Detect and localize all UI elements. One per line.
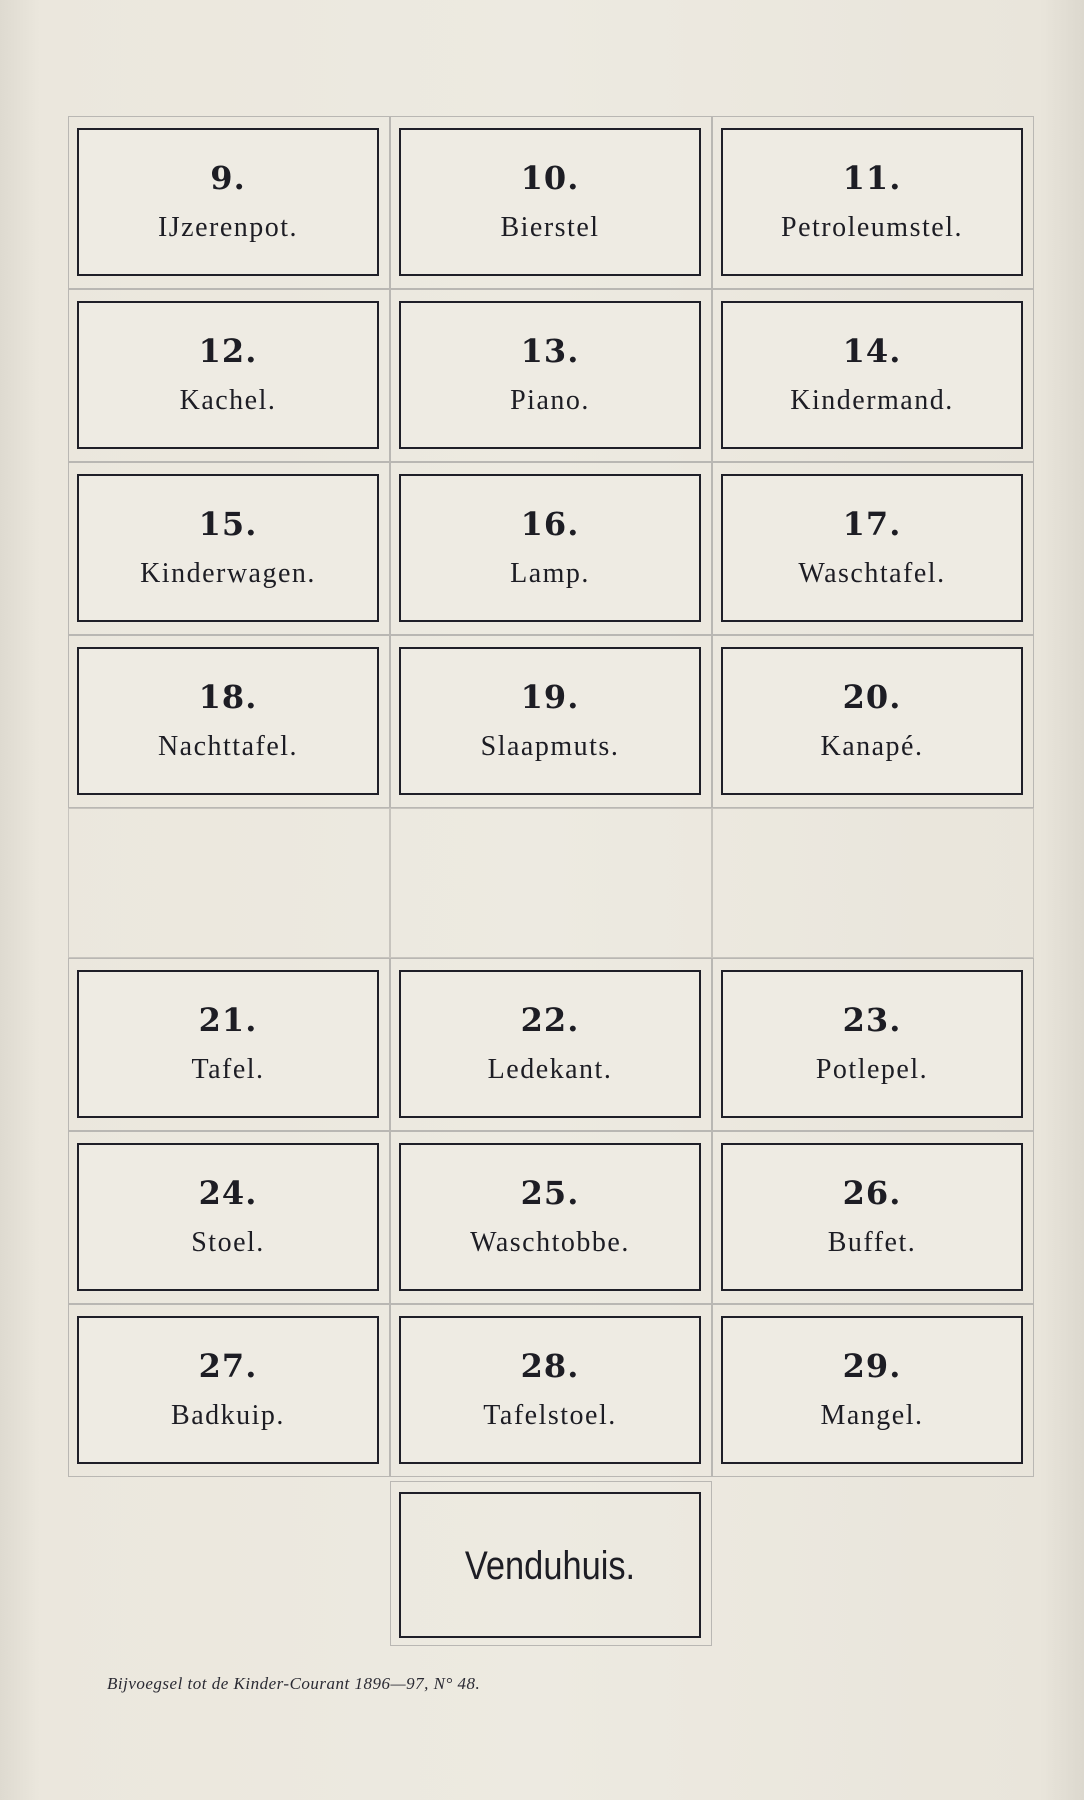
card-23 — [721, 970, 1023, 1118]
card-cell-26 — [712, 1131, 1034, 1304]
card-number: 18. — [198, 678, 258, 716]
card-label: Buffet. — [827, 1227, 917, 1258]
card-label: Ledekant. — [487, 1054, 613, 1085]
card-16 — [399, 474, 701, 622]
card-cell-28 — [390, 1304, 712, 1477]
card-21 — [77, 970, 379, 1118]
card-number: 15. — [198, 505, 258, 543]
card-number: 17. — [842, 505, 902, 543]
card-number: 21. — [198, 1001, 258, 1039]
card-20 — [721, 647, 1023, 795]
card-number: 9. — [210, 159, 246, 197]
card-11 — [721, 128, 1023, 276]
card-cell-10 — [390, 116, 712, 289]
card-label: Bierstel — [500, 212, 600, 243]
footer-caption: Bijvoegsel tot de Kinder-Courant 1896—97, N° 48. — [107, 1674, 481, 1693]
card-label: Waschtobbe. — [470, 1227, 630, 1258]
card-label: Tafelstoel. — [483, 1400, 617, 1431]
empty-cell — [68, 808, 390, 958]
card-cell-20 — [712, 635, 1034, 808]
card-25 — [399, 1143, 701, 1291]
card-label: Badkuip. — [171, 1400, 285, 1431]
card-cell-23 — [712, 958, 1034, 1131]
empty-cell — [390, 808, 712, 958]
card-label: Lamp. — [510, 558, 590, 589]
card-cell-21 — [68, 958, 390, 1131]
card-29 — [721, 1316, 1023, 1464]
venduhuis-card — [399, 1492, 701, 1638]
empty-cell — [712, 808, 1034, 958]
card-9 — [77, 128, 379, 276]
card-number: 12. — [198, 332, 258, 370]
card-24 — [77, 1143, 379, 1291]
card-10 — [399, 128, 701, 276]
card-label: Tafel. — [191, 1054, 265, 1085]
card-number: 23. — [842, 1001, 902, 1039]
card-26 — [721, 1143, 1023, 1291]
card-number: 24. — [198, 1174, 258, 1212]
card-number: 13. — [520, 332, 580, 370]
card-label: Piano. — [510, 385, 590, 416]
card-label: Kindermand. — [790, 385, 954, 416]
card-cell-24 — [68, 1131, 390, 1304]
card-cell-22 — [390, 958, 712, 1131]
card-label: Slaapmuts. — [480, 731, 620, 762]
card-cell-25 — [390, 1131, 712, 1304]
card-27 — [77, 1316, 379, 1464]
card-cell-19 — [390, 635, 712, 808]
card-number: 16. — [520, 505, 580, 543]
card-cell-11 — [712, 116, 1034, 289]
card-cell-18 — [68, 635, 390, 808]
card-label: Nachttafel. — [157, 731, 299, 762]
card-grid — [68, 116, 1034, 1481]
card-number: 29. — [842, 1347, 902, 1385]
cut-out-sheet — [68, 116, 1034, 1588]
card-cell-12 — [68, 289, 390, 462]
card-number: 27. — [198, 1347, 258, 1385]
card-number: 25. — [520, 1174, 580, 1212]
card-label: Potlepel. — [815, 1054, 929, 1085]
card-label: Kanapé. — [820, 731, 924, 762]
card-cell-17 — [712, 462, 1034, 635]
card-cell-15 — [68, 462, 390, 635]
card-number: 20. — [842, 678, 902, 716]
card-15 — [77, 474, 379, 622]
card-number: 10. — [520, 159, 580, 197]
card-label: Stoel. — [191, 1227, 265, 1258]
card-label: Petroleumstel. — [781, 212, 963, 243]
card-cell-27 — [68, 1304, 390, 1477]
card-label: IJzerenpot. — [157, 212, 299, 243]
card-number: 19. — [520, 678, 580, 716]
card-number: 22. — [520, 1001, 580, 1039]
card-12 — [77, 301, 379, 449]
card-label: Waschtafel. — [798, 558, 946, 589]
card-number: 14. — [842, 332, 902, 370]
card-cell-14 — [712, 289, 1034, 462]
card-28 — [399, 1316, 701, 1464]
venduhuis-label: Venduhuis. — [464, 1544, 636, 1588]
card-22 — [399, 970, 701, 1118]
card-number: 26. — [842, 1174, 902, 1212]
card-cell-13 — [390, 289, 712, 462]
card-number: 28. — [520, 1347, 580, 1385]
card-label: Kachel. — [179, 385, 277, 416]
card-13 — [399, 301, 701, 449]
card-label: Kinderwagen. — [140, 558, 316, 589]
card-17 — [721, 474, 1023, 622]
card-cell-9 — [68, 116, 390, 289]
card-label: Mangel. — [820, 1400, 924, 1431]
card-number: 11. — [842, 159, 902, 197]
card-14 — [721, 301, 1023, 449]
card-19 — [399, 647, 701, 795]
card-cell-29 — [712, 1304, 1034, 1477]
venduhuis-cell — [390, 1481, 712, 1646]
card-cell-16 — [390, 462, 712, 635]
card-18 — [77, 647, 379, 795]
